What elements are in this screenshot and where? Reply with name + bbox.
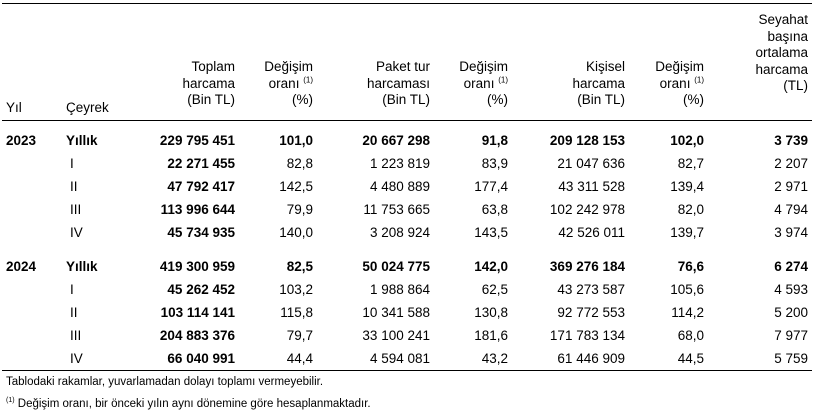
total-cell: 229 795 451 <box>159 133 235 148</box>
pkg-cell: 33 100 241 <box>362 328 430 343</box>
total-cell: 45 262 452 <box>167 282 235 297</box>
avg-cell: 4 593 <box>774 282 808 297</box>
quarter-cell: II <box>70 305 78 320</box>
perc-cell: 82,7 <box>677 156 704 171</box>
header-rule <box>2 120 812 121</box>
header-avg: Seyahat başına ortalama harcama (TL) <box>755 12 808 93</box>
pkg-cell: 3 208 924 <box>369 225 430 240</box>
total-cell: 113 996 644 <box>160 202 235 217</box>
perc-cell: 76,6 <box>677 259 704 274</box>
per-cell: 92 772 553 <box>557 305 625 320</box>
pc-cell: 143,5 <box>474 225 508 240</box>
total-cell: 66 040 991 <box>167 351 235 366</box>
tc-cell: 103,2 <box>279 282 313 297</box>
quarter-cell: II <box>70 179 78 194</box>
quarter-cell: Yıllık <box>66 133 98 148</box>
pkg-cell: 11 753 665 <box>363 202 430 217</box>
table-row <box>0 200 818 220</box>
year-cell: 2024 <box>6 259 37 274</box>
quarter-cell: III <box>70 202 82 217</box>
per-cell: 369 276 184 <box>549 259 625 274</box>
per-cell: 61 446 909 <box>557 351 625 366</box>
perc-cell: 82,0 <box>677 202 704 217</box>
pc-cell: 43,2 <box>481 351 508 366</box>
tc-cell: 142,5 <box>279 179 313 194</box>
avg-cell: 3 974 <box>774 225 808 240</box>
tc-cell: 140,0 <box>279 225 313 240</box>
table-row <box>0 223 818 243</box>
header-total: Toplam harcama (Bin TL) <box>182 59 235 107</box>
table-row <box>0 131 818 151</box>
pkg-cell: 50 024 775 <box>362 259 430 274</box>
tc-cell: 44,4 <box>286 351 313 366</box>
pkg-cell: 4 594 081 <box>369 351 430 366</box>
per-cell: 21 047 636 <box>557 156 625 171</box>
header-year: Yıl <box>6 100 22 115</box>
tc-cell: 82,5 <box>286 259 313 274</box>
header-package: Paket tur harcaması (Bin TL) <box>366 59 430 107</box>
quarter-cell: IV <box>70 351 83 366</box>
perc-cell: 44,5 <box>677 351 704 366</box>
table-row <box>0 280 818 300</box>
header-personal: Kişisel harcama (Bin TL) <box>572 59 625 107</box>
table-row <box>0 257 818 277</box>
table-row <box>0 303 818 323</box>
per-cell: 43 273 587 <box>557 282 625 297</box>
avg-cell: 7 977 <box>774 328 808 343</box>
perc-cell: 68,0 <box>677 328 704 343</box>
pc-cell: 63,8 <box>481 202 508 217</box>
per-cell: 171 783 134 <box>549 328 625 343</box>
tc-cell: 101,0 <box>279 133 313 148</box>
total-cell: 103 114 141 <box>160 305 235 320</box>
table-row <box>0 177 818 197</box>
total-cell: 45 734 935 <box>167 225 235 240</box>
avg-cell: 2 207 <box>774 156 808 171</box>
pc-cell: 91,8 <box>481 133 508 148</box>
pkg-cell: 4 480 889 <box>369 179 430 194</box>
table-row <box>0 349 818 369</box>
per-cell: 43 311 528 <box>558 179 625 194</box>
header-personal-change: Değişim oranı $^{(1)}$ (%) <box>655 59 704 107</box>
avg-cell: 4 794 <box>774 202 808 217</box>
pkg-cell: 10 341 588 <box>362 305 430 320</box>
quarter-cell: Yıllık <box>66 259 98 274</box>
quarter-cell: I <box>70 156 74 171</box>
pc-cell: 142,0 <box>474 259 508 274</box>
total-cell: 204 883 376 <box>159 328 235 343</box>
tc-cell: 79,7 <box>286 328 313 343</box>
note-change-rate: $^{(1)}$ Değişim oranı, bir önceki yılın aynı dönemine göre hesaplanmaktadır. <box>6 397 371 410</box>
tc-cell: 79,9 <box>286 202 313 217</box>
perc-cell: 139,7 <box>670 225 704 240</box>
table-row <box>0 326 818 346</box>
perc-cell: 114,2 <box>671 305 704 320</box>
table-row <box>0 154 818 174</box>
perc-cell: 102,0 <box>670 133 704 148</box>
avg-cell: 3 739 <box>774 133 808 148</box>
quarter-cell: I <box>70 282 74 297</box>
pc-cell: 177,4 <box>474 179 508 194</box>
pc-cell: 83,9 <box>481 156 508 171</box>
per-cell: 209 128 153 <box>549 133 625 148</box>
header-total-change: Değişim oranı $^{(1)}$ (%) <box>264 59 313 107</box>
total-cell: 419 300 959 <box>159 259 235 274</box>
perc-cell: 105,6 <box>670 282 704 297</box>
pkg-cell: 1 988 864 <box>369 282 430 297</box>
table-top-rule <box>2 3 812 4</box>
avg-cell: 5 200 <box>774 305 808 320</box>
total-cell: 22 271 455 <box>167 156 235 171</box>
quarter-cell: IV <box>70 225 83 240</box>
per-cell: 42 526 011 <box>558 225 625 240</box>
pc-cell: 181,6 <box>474 328 508 343</box>
table-bottom-rule <box>2 370 812 371</box>
pkg-cell: 1 223 819 <box>369 156 430 171</box>
total-cell: 47 792 417 <box>167 179 235 194</box>
note-rounding: Tablodaki rakamlar, yuvarlamadan dolayı toplamı vermeyebilir. <box>6 376 324 388</box>
pc-cell: 62,5 <box>481 282 508 297</box>
tc-cell: 82,8 <box>286 156 313 171</box>
avg-cell: 2 971 <box>774 179 808 194</box>
header-package-change: Değişim oranı $^{(1)}$ (%) <box>459 59 508 107</box>
tc-cell: 115,8 <box>280 305 313 320</box>
year-cell: 2023 <box>6 133 37 148</box>
pkg-cell: 20 667 298 <box>362 133 430 148</box>
perc-cell: 139,4 <box>670 179 704 194</box>
avg-cell: 5 759 <box>774 351 808 366</box>
per-cell: 102 242 978 <box>549 202 625 217</box>
avg-cell: 6 274 <box>774 259 808 274</box>
quarter-cell: III <box>70 328 82 343</box>
header-quarter: Çeyrek <box>66 100 109 115</box>
pc-cell: 130,8 <box>474 305 508 320</box>
